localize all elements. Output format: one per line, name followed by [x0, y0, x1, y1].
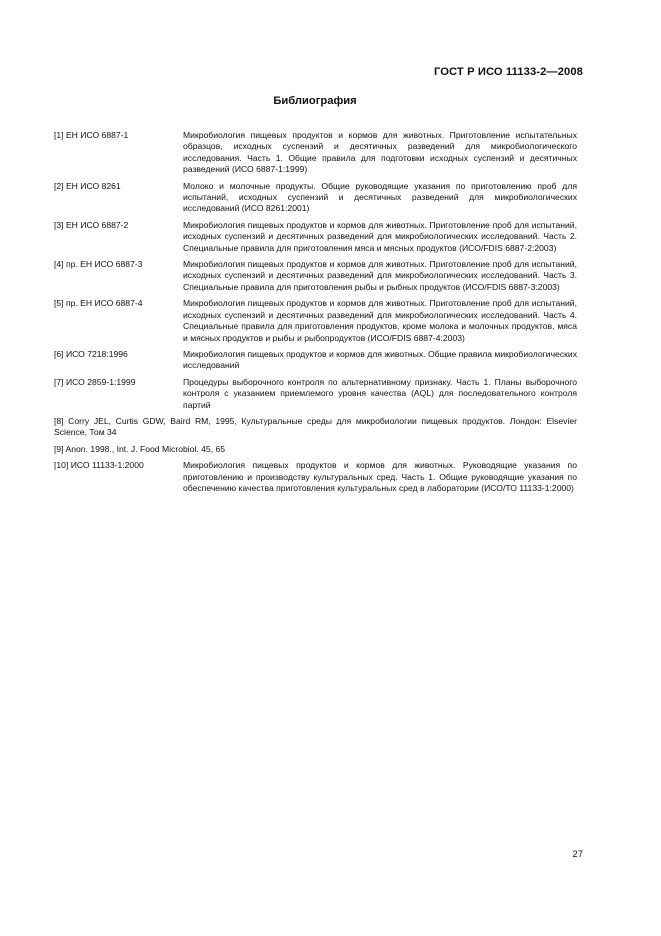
entry-description: Молоко и молочные продукты. Общие руководящие указания по приготовлению проб для испытаний, исходных суспензий и десятичных разведений для микробиологических исследований (ИСО 8261:2001)	[183, 180, 577, 214]
bibliography-entry-2	[54, 181, 577, 215]
bibliography-entry-3	[54, 220, 577, 254]
page-number: 27	[572, 849, 583, 860]
entry-reference: [3] ЕН ИСО 6887-2	[54, 219, 129, 230]
bibliography-entry-1	[54, 130, 577, 176]
entry-reference: [7] ИСО 2859-1:1999	[54, 376, 136, 387]
bibliography-entry-5	[54, 298, 577, 344]
document-code: ГОСТ Р ИСО 11133-2—2008	[433, 66, 583, 78]
bibliography-entry-10	[54, 460, 577, 494]
page-title: Библиография	[273, 95, 357, 107]
entry-reference: [5] пр. ЕН ИСО 6887-4	[54, 298, 143, 309]
bibliography-entry-9	[54, 444, 577, 455]
bibliography-entry-6	[54, 349, 577, 372]
entry-description: Микробиология пищевых продуктов и кормов для животных. Общие правила микробиологических исследований	[183, 348, 577, 371]
entry-description: Микробиология пищевых продуктов и кормов для животных. Приготовление испытательных образцов, исходных суспензий и десятичных разведений для микробиологического исследования. Часть 1. Общие правила для подготовки исходных суспензий и десятичных разведений (ИСО 6887-1:1999)	[183, 130, 577, 175]
entry-description: Микробиология пищевых продуктов и кормов для животных. Приготовление проб для испытаний, исходных суспензий и десятичных разведений для микробиологических исследований. Часть 2. Специальные правила для приготовления мяса и мясных продуктов (ИСО/FDIS 6887-2:2003)	[183, 219, 577, 253]
entry-description: Процедуры выборочного контроля по альтернативному признаку. Часть 1. Планы выборочного контроля с указанием приемлемого уровня качества (AQL) для последовательного контроля партий	[183, 376, 577, 410]
bibliography-entry-4	[54, 259, 577, 293]
entry-reference: [2] ЕН ИСО 8261	[54, 180, 121, 191]
bibliography-list	[54, 130, 577, 494]
entry-reference: [6] ИСО 7218:1996	[54, 348, 128, 359]
entry-description: [9] Anon. 1998., Int. J. Food Microbiol. 45, 65	[54, 443, 226, 454]
entry-reference: [1] ЕН ИСО 6887-1	[54, 130, 129, 140]
bibliography-entry-7	[54, 377, 577, 411]
entry-description: [8] Corry JEL, Curtis GDW, Baird RM, 1995, Культуральные среды для микробиологии пищевых продуктов. Лондон: Elsevier Science, Том 34	[54, 415, 577, 438]
bibliography-entry-8	[54, 416, 577, 439]
entry-reference: [4] пр. ЕН ИСО 6887-3	[54, 259, 143, 270]
entry-description: Микробиология пищевых продуктов и кормов для животных. Приготовление проб для испытаний, исходных суспензий и десятичных разведений для микробиологических исследований. Часть 3. Специальные правила для приготовления рыбы и рыбных продуктов (ИСО/FDIS 6887-3:2003)	[183, 259, 577, 292]
entry-reference: [10] ИСО 11133-1:2000	[54, 460, 144, 471]
entry-description: Микробиология пищевых продуктов и кормов для животных. Приготовление проб для испытаний, исходных суспензий и десятичных разведений для микробиологических исследований. Часть 4. Специальные правила для приготовления продуктов, кроме молока и молочных продуктов, мяса и мясных продуктов и рыбы и рыбопродуктов (ИСО/FDIS 6887-4:2003)	[183, 298, 577, 343]
entry-description: Микробиология пищевых продуктов и кормов для животных. Руководящие указания по приготовлению и производству культуральных сред. Часть 1. Общие руководящие указания по обеспечению качества приготовления культуральных сред в лаборатории (ИСО/ТО 11133-1:2000)	[183, 460, 577, 493]
